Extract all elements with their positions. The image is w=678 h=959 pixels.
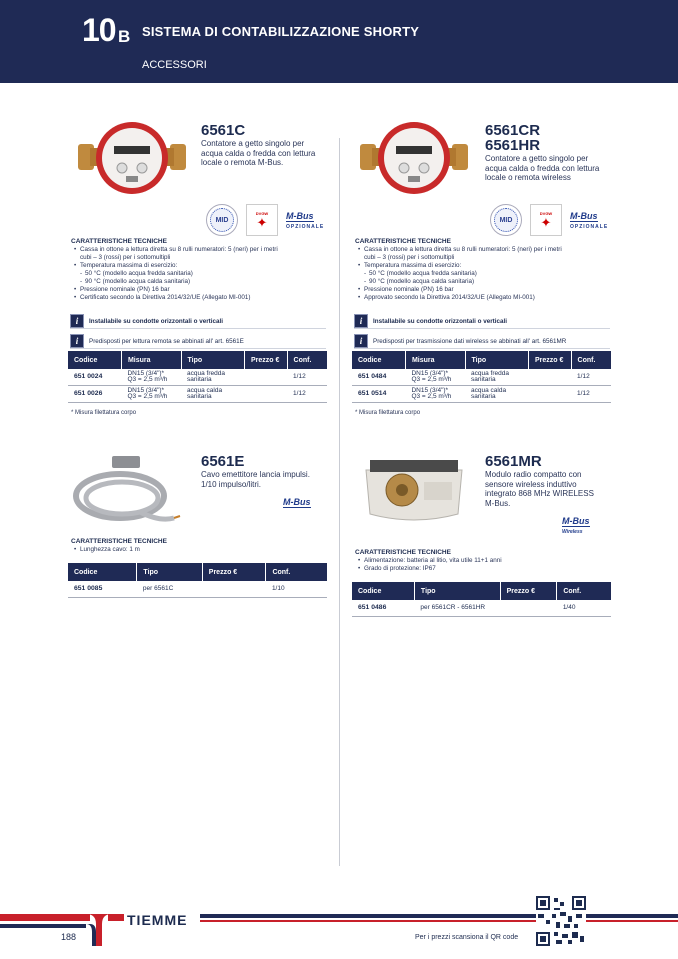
col-header: Prezzo € — [202, 563, 266, 581]
dvgw-badge-icon: DVGW ✦ — [530, 204, 562, 236]
specs-title: CARATTERISTICHE TECNICHE — [71, 238, 167, 245]
col-header: Prezzo € — [500, 582, 557, 600]
col-header: Conf. — [266, 563, 327, 581]
dvgw-badge-icon: DVGW ✦ — [246, 204, 278, 236]
spec-item: cubi – 3 (rossi) per i sottomultipli — [364, 254, 455, 261]
info-row-installation: i Installabile su condotte orizzontali o verticali — [354, 314, 610, 329]
table-row: 651 0085 per 6561C 1/10 — [68, 581, 327, 598]
spec-item: - 50 °C (modello acqua fredda sanitaria) — [355, 270, 615, 278]
mbus-optional-logo: M-Bus OPZIONALE — [286, 210, 325, 230]
column-divider — [339, 138, 340, 866]
mid-badge-icon: MID — [206, 204, 238, 236]
section-header — [0, 0, 678, 83]
col-header: Prezzo € — [528, 351, 571, 369]
footnote: * Misura filettatura corpo — [71, 410, 137, 416]
qr-caption: Per i prezzi scansiona il QR code — [415, 934, 519, 941]
spec-item: • Temperatura massima di esercizio: — [71, 262, 333, 270]
info-row-installation: i Installabile su condotte orizzontali o verticali — [70, 314, 326, 329]
col-header: Codice — [352, 351, 405, 369]
spec-item: cubi – 3 (rossi) per i sottomultipli — [80, 254, 171, 261]
info-icon: i — [70, 314, 84, 328]
mbus-logo: M-Bus — [283, 497, 311, 507]
product-code: 6561HR — [485, 137, 541, 154]
product-description: Modulo radio compatto con sensore wireless induttivo integrato 868 MHz WIRELESS M-Bus. — [485, 470, 594, 508]
col-header: Tipo — [465, 351, 528, 369]
col-header: Tipo — [181, 351, 244, 369]
spec-item: • Pressione nominale (PN) 16 bar — [71, 286, 333, 294]
product-description: Contatore a getto singolo per acqua calda o fredda con lettura locale o remota M-Bus. — [201, 139, 316, 167]
spec-item: • Grado di protezione: IP67 — [355, 565, 615, 573]
table-row: 651 0026 DN15 (3/4")* Q3 = 2,5 m³/h acqua calda sanitaria 1/12 — [68, 386, 327, 403]
table-row: 651 0514 DN15 (3/4")* Q3 = 2,5 m³/h acqua calda sanitaria 1/12 — [352, 386, 611, 403]
spec-item: • Temperatura massima di esercizio: — [355, 262, 615, 270]
mid-badge-icon: MID — [490, 204, 522, 236]
col-header: Codice — [68, 563, 137, 581]
col-header: Tipo — [137, 563, 202, 581]
col-header: Codice — [68, 351, 121, 369]
price-table-6561c — [68, 351, 327, 403]
meter-6561cr-image — [358, 118, 470, 198]
product-6561mr-header — [485, 454, 625, 508]
col-header: Conf. — [571, 351, 611, 369]
brand-logo: TIEMME — [127, 912, 188, 928]
info-row-wireless: i Predisposti per trasmissione dati wireless se abbinati all' art. 6561MR — [354, 334, 610, 349]
mbus-wireless-logo: M-Bus Wireless — [562, 516, 590, 535]
specs-title: CARATTERISTICHE TECNICHE — [355, 549, 451, 556]
footnote: * Misura filettatura corpo — [355, 410, 421, 416]
col-header: Codice — [352, 582, 414, 600]
col-header: Conf. — [557, 582, 611, 600]
product-6561e-header — [201, 454, 331, 489]
product-description: Contatore a getto singolo per acqua calda o fredda con lettura locale o remota wireless — [485, 154, 600, 182]
specs-title: CARATTERISTICHE TECNICHE — [355, 238, 451, 245]
certifications-6561cr — [490, 204, 608, 236]
spec-item: • Lunghezza cavo: 1 m — [71, 546, 331, 554]
product-code: 6561E — [201, 453, 245, 470]
info-icon: i — [354, 314, 368, 328]
product-code: 6561C — [201, 122, 246, 139]
table-row: 651 0024 DN15 (3/4")* Q3 = 2,5 m³/h acqua fredda sanitaria 1/12 — [68, 369, 327, 386]
qr-code-icon[interactable] — [536, 896, 586, 946]
spec-item: - 90 °C (modello acqua calda sanitaria) — [355, 278, 615, 286]
price-table-6561mr — [352, 582, 611, 617]
col-header: Misura — [121, 351, 181, 369]
specs-6561e — [71, 538, 331, 554]
spec-item: • Certificato secondo la Direttiva 2014/32/UE (Allegato MI-001) — [71, 294, 333, 302]
spec-item: - 50 °C (modello acqua fredda sanitaria) — [71, 270, 333, 278]
spec-item: • Pressione nominale (PN) 16 bar — [355, 286, 615, 294]
specs-6561mr — [355, 549, 615, 573]
price-table-6561e — [68, 563, 327, 598]
product-description: Cavo emettitore lancia impulsi. 1/10 impulso/litri. — [201, 470, 310, 489]
col-header: Conf. — [287, 351, 327, 369]
section-number: 10 — [82, 12, 116, 48]
spec-item: • Alimentazione: batteria al litio, vita utile 11+1 anni — [355, 557, 615, 565]
specs-6561c — [71, 238, 333, 302]
col-header: Tipo — [414, 582, 500, 600]
section-letter: B — [118, 27, 131, 46]
info-icon: i — [354, 334, 368, 348]
spec-item: • Cassa in ottone a lettura diretta su 8 rulli numeratori: 5 (neri) per i metri — [71, 246, 333, 254]
radio-module-6561mr-image — [362, 454, 466, 526]
product-code: 6561MR — [485, 453, 542, 470]
spec-item: • Cassa in ottone a lettura diretta su 8 rulli numeratori: 5 (neri) per i metri — [355, 246, 615, 254]
product-6561c-header — [201, 123, 336, 168]
info-row-remote: i Predisposti per lettura remota se abbinati all' art. 6561E — [70, 334, 326, 349]
section-title: SISTEMA DI CONTABILIZZAZIONE SHORTY — [142, 24, 420, 39]
specs-title: CARATTERISTICHE TECNICHE — [71, 538, 167, 545]
meter-6561c-image — [76, 118, 188, 198]
product-6561cr-header — [485, 123, 625, 183]
spec-item: - 90 °C (modello acqua calda sanitaria) — [71, 278, 333, 286]
section-subtitle: ACCESSORI — [142, 59, 207, 71]
cable-6561e-image — [70, 452, 182, 530]
page-number: 188 — [61, 932, 77, 942]
certifications-6561c — [206, 204, 324, 236]
table-row: 651 0486 per 6561CR - 6561HR 1/40 — [352, 600, 611, 617]
info-icon: i — [70, 334, 84, 348]
product-code: 6561CR — [485, 122, 541, 139]
table-row: 651 0484 DN15 (3/4")* Q3 = 2,5 m³/h acqua fredda sanitaria 1/12 — [352, 369, 611, 386]
price-table-6561cr — [352, 351, 611, 403]
col-header: Misura — [405, 351, 465, 369]
col-header: Prezzo € — [244, 351, 287, 369]
spec-item: • Approvato secondo la Direttiva 2014/32/UE (Allegato MI-001) — [355, 294, 615, 302]
mbus-optional-logo: M-Bus OPZIONALE — [570, 210, 609, 230]
specs-6561cr — [355, 238, 615, 302]
